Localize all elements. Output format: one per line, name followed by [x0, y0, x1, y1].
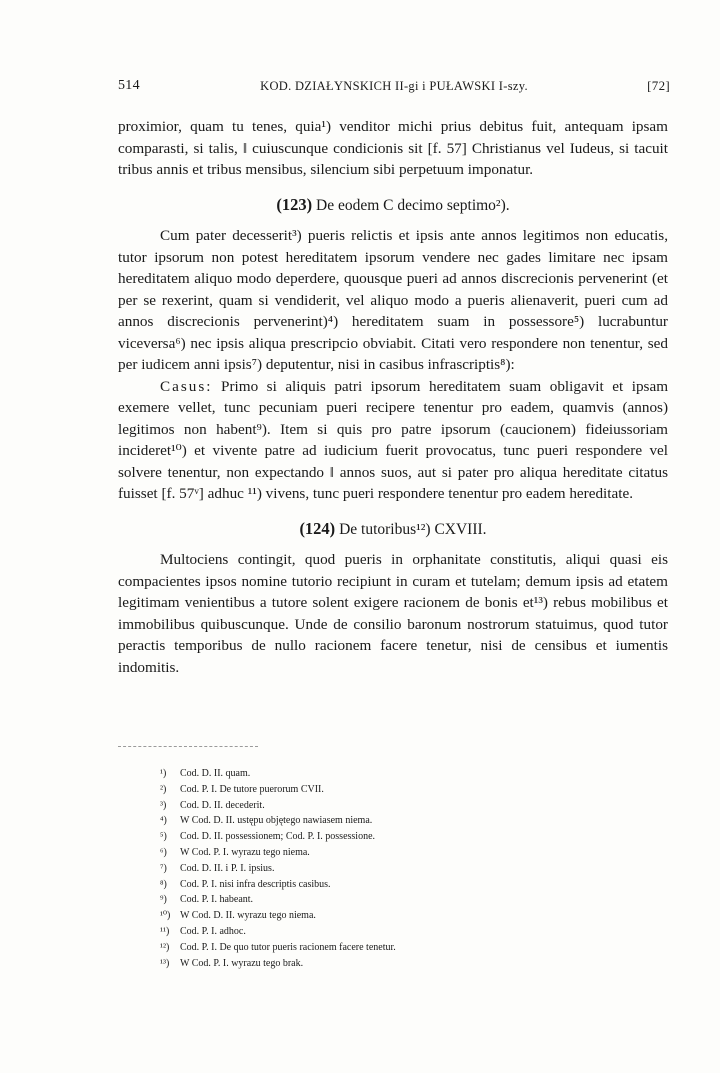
main-text [118, 116, 668, 678]
paragraph-123-body: Cum pater decesserit³) pueris relictis et ipsis ante annos legitimos non educatis, tutor ipsorum non potest hereditatem ipsorum vendere nec gades limitare nec ipsam hereditatem aliquo modo deperdere, quousque pueri ad annos discrecionis pervenerint (et per se rexerint, quam si vendiderit, vel aliquo modo a pueris alienaverit, pueri cum ad annos discrecionis pervenerint)⁴) hereditatem suam in possessore⁵) lucrabuntur viceversa⁶) nec ipsis aliqua prescripcio obviabit. Citati vero respondere non tenentur, sed per iudicem anni ipsis⁷) deputentur, nisi in casibus infrascriptis⁸): [118, 227, 668, 373]
running-header [118, 78, 670, 98]
footnote-separator [118, 746, 258, 747]
footnotes-list [160, 766, 580, 971]
paragraph-casus [118, 376, 668, 505]
footnote: ¹⁰) W Cod. D. II. wyrazu tego niema. [160, 910, 316, 922]
section-heading-123 [118, 194, 668, 217]
footnote: ¹) Cod. D. II. quam. [160, 768, 251, 779]
footnote: ⁵) Cod. D. II. possessionem; Cod. P. I. possessione. [160, 831, 376, 843]
folio-reference: [72] [647, 78, 670, 93]
footnote: ⁹) Cod. P. I. habeant. [160, 894, 254, 906]
footnote: ³) Cod. D. II. decederit. [160, 799, 265, 811]
footnote: ¹²) Cod. P. I. De quo tutor pueris racionem facere tenetur. [160, 941, 396, 953]
section-title-124: De tutoribus¹²) CXVIII. [339, 520, 487, 538]
footnote: ²) Cod. P. I. De tutore puerorum CVII. [160, 783, 324, 795]
section-number-124: (124) [299, 518, 336, 538]
footnote: ¹¹) Cod. P. I. adhoc. [160, 925, 246, 937]
section-number-123: (123) [276, 194, 313, 214]
footnote: ⁶) W Cod. P. I. wyrazu tego niema. [160, 846, 310, 858]
paragraph-continuation: proximior, quam tu tenes, quia¹) venditor michi prius debitus fuit, antequam ipsam comparasti, si talis, ‖ cuiuscunque condicionis sit [f. 57] Christianus vel Iudeus, si tacuit tribus annis et tribus mensibus, silencium sibi perpetuum imponatur. [118, 118, 668, 178]
casus-label: Casus: [160, 377, 213, 395]
footnote: ⁷) Cod. D. II. i P. I. ipsius. [160, 862, 275, 874]
footnote: ⁸) Cod. P. I. nisi infra descriptis casibus. [160, 878, 331, 890]
page-number: 514 [118, 78, 140, 93]
footnote: ¹³) W Cod. P. I. wyrazu tego brak. [160, 957, 304, 969]
paragraph-124-body: Multociens contingit, quod pueris in orphanitate constitutis, aliqui quasi eis compacientes ipsos nomine tutorio recipiunt in curam et tutelam; demum ipsis ad etatem legitimam venientibus a tutore solent exigere racionem de bonis et¹³) rebus mobilibus et immobilibus quibuscunque. Unde de consilio baronum nostrorum statuimus, quod tutor peractis temporibus de nullo racionem facere tenetur, nisi de censibus et iumentis indomitis. [118, 551, 668, 676]
footnote: ⁴) W Cod. D. II. ustępu objętego nawiasem niema. [160, 815, 373, 827]
section-heading-124 [118, 518, 668, 541]
running-title: KOD. DZIAŁYNSKICH II-gi i PUŁAWSKI I-szy. [260, 79, 528, 93]
casus-text: Primo si aliquis patri ipsorum hereditatem suam obligavit et ipsam exemere vellet, tunc pecuniam pueri recipere tenentur pro eadem, quamvis (annos) legitimos non habent⁹). Item si quis pro patre ipsorum (caucionem) fideiussoriam incideret¹⁰) et vivente patre ad iudicium fuerit provocatus, tunc pueri respondere vel solvere tenentur, non expectando ‖ annos suos, aut si pater pro aliqua hereditate citatus fuisset [f. 57ᵛ] adhuc ¹¹) vivens, tunc pueri respondere tenentur pro eadem hereditate. [118, 377, 669, 502]
section-title-123: De eodem C decimo septimo²). [316, 196, 510, 214]
